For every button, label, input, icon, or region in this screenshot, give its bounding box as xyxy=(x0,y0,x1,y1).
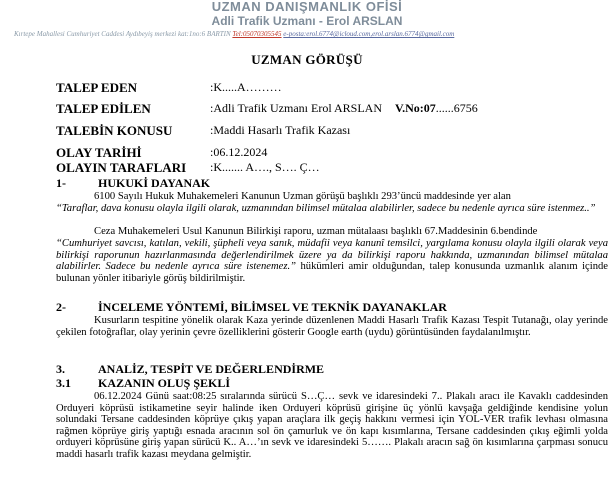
section-3-1-heading xyxy=(56,376,230,390)
section-3-title: ANALİZ, TESPİT VE DEĞERLENDİRME xyxy=(98,362,325,376)
paragraph-method: Kusurların tespitine yönelik olarak Kaza yerinde düzenlenen Maddi Hasarlı Trafik Kazası Tespit Tutanağı, olay yerinde çekilen fotoğraflar, olay yerinin çevre özelliklerini gösterir Google earth (uydu) görüntüsünden faydalanılmıştır. xyxy=(56,315,608,338)
field-value-date: :06.12.2024 xyxy=(210,145,268,159)
section-2-number: 2- xyxy=(56,300,66,314)
field-label-requested: TALEP EDİLEN xyxy=(56,101,151,116)
section-1-title: HUKUKİ DAYANAK xyxy=(98,176,211,190)
quote-hmk: “Taraflar, dava konusu olayla ilgili olarak, uzmanından bilimsel mütalaa alabilirler, sadece bu nedenle ayrıca süre istenmez..” xyxy=(56,203,596,214)
paragraph-hmk xyxy=(56,191,608,203)
field-value-subject: :Maddi Hasarlı Trafik Kazası xyxy=(210,123,351,137)
field-label-subject: TALEBİN KONUSU xyxy=(56,123,173,138)
office-name: UZMAN DANIŞMANLIK OFİSİ xyxy=(211,0,403,14)
field-value-requested xyxy=(210,101,478,116)
quote-cmk xyxy=(56,238,608,284)
field-label-parties: OLAYIN TARAFLARI xyxy=(56,160,187,175)
paragraph-cmk: Ceza Muhakemeleri Usul Kanunun Bilirkişi raporu, uzman mütalaası başlıklı 67.Maddesinin 6.bendinde xyxy=(94,226,538,237)
section-1-number: 1- xyxy=(56,176,66,190)
quote-cmk-text: “Cumhuriyet savcısı, katılan, vekili, şüpheli veya sanık, müdafii veya kanunî temsilci, yargılama konusu olayla ilgili olarak veya bilirkişi raporunun hazırlanmasında değerlendirilmek üzere ya da bilirkişi raporu hakkında, uzmanından bilimsel mütalaa alabilirler. Sadece bu nedenle ayrıca süre istenemez.” xyxy=(56,238,608,273)
phone-text: Tel:05070305545 xyxy=(232,30,282,38)
vno-label: V.No:07 xyxy=(395,101,436,115)
vno-value: ......6756 xyxy=(435,101,478,115)
field-value-requester: :K.....A……… xyxy=(210,80,282,94)
paragraph-hmk-text: 6100 Sayılı Hukuk Muhakemeleri Kanunun Uzman görüşü başlıklı 293’üncü maddesinde yer alan xyxy=(94,191,511,202)
address-text: Kırtepe Mahallesi Cumhuriyet Caddesi Aydıbeyiş merkezi kat:1no:6 BARTIN xyxy=(14,30,231,38)
quote-cmk-tail: hükümleri amir olduğundan, talep konusunda uzmanlık alanım içinde bulunan yönler itibariyle görüş bildirilmiştir. xyxy=(56,261,608,284)
field-value-parties: :K....... A…., S…. Ç… xyxy=(210,160,320,174)
section-1-heading xyxy=(56,176,210,190)
paragraph-accident: 06.12.2024 Günü saat:08:25 sıralarında sürücü S…Ç… sevk ve idaresindeki 7.. Plakalı aracı ile Kavaklı caddesinden Orduyeri köprüsü istikametine seyir halinde iken Orduyeri köprüsü girişine üç yönlü kavşağa geldiğinde kendisine yolun solundaki Tersane caddesinden köprüye çıkış yapan araçlara ilk geçiş hakkını vermesi için YOL-VER trafik levhası olmasına rağmen köprüye giriş yaptığı esnada aracının sol ön çamurluk ve ön kapı kısımlarına, Tersane caddesinden çıkış eğimli yolda orduyeri köprüsüne giriş yapan sürücü K.. A…’ın sevk ve idaresindeki 5……. Plakalı aracın sağ ön kısımlarına çarpması sonucu maddi hasarlı trafik kazası meydana gelmiştir. xyxy=(56,391,608,460)
field-label-date: OLAY TARİHİ xyxy=(56,145,142,160)
section-2-heading xyxy=(56,300,447,314)
requested-expert: :Adli Trafik Uzmanı Erol ARSLAN xyxy=(210,101,383,115)
page-title: UZMAN GÖRÜŞÜ xyxy=(251,52,363,67)
email-text: e-posta:erol.6774@icloud.com,erol.arslan.6774@gmail.com xyxy=(283,30,455,38)
field-label-requester: TALEP EDEN xyxy=(56,80,138,95)
section-3-heading xyxy=(56,362,324,376)
contact-line xyxy=(14,30,614,39)
section-2-title: İNCELEME YÖNTEMİ, BİLİMSEL VE TEKNİK DAYANAKLAR xyxy=(98,300,447,314)
section-3-1-number: 3.1 xyxy=(56,376,71,390)
section-3-number: 3. xyxy=(56,362,65,376)
section-3-1-title: KAZANIN OLUŞ ŞEKLİ xyxy=(98,376,231,390)
expert-name: Adli Trafik Uzmanı - Erol ARSLAN xyxy=(211,14,403,28)
